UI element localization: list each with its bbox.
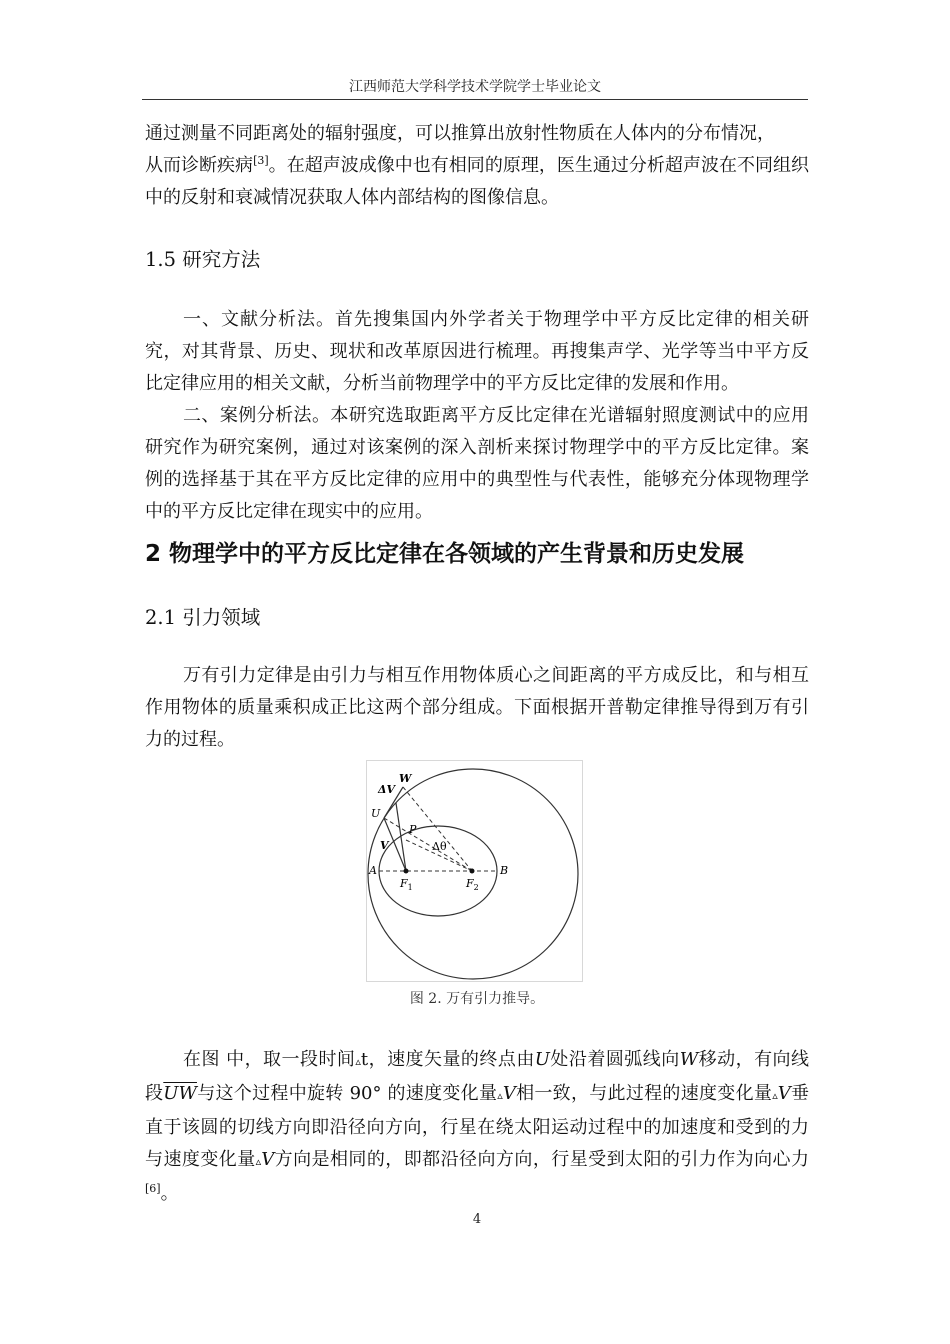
symbol-V-1: V — [502, 1083, 516, 1104]
running-header: 江西师范大学科学技术学院学士毕业论文 — [349, 79, 601, 95]
delta-symbol-3: ▵ — [772, 1089, 778, 1102]
label-A: A — [369, 864, 377, 877]
paragraph-velocity-change — [145, 1044, 809, 1210]
figure-caption: 图 2. 万有引力推导。 — [409, 991, 545, 1007]
symbol-V-3: V — [261, 1149, 275, 1170]
paragraph-literature-method: 一、文献分析法。首先搜集国内外学者关于物理学中平方反比定律的相关研究，对其背景、历史、现状和改革原因进行梳理。再搜集声学、光学等当中平方反比定律应用的相关文献，分析当前物理学中的平方反比定律的发展和作用。 — [145, 309, 809, 394]
p1-line2: 从而诊断疾病 — [145, 155, 254, 176]
label-F2: $F_2$ — [466, 877, 479, 892]
label-P: P — [409, 823, 417, 836]
citation-6: [6] — [145, 1182, 161, 1195]
citation-3: [3] — [253, 154, 269, 167]
label-B: B — [500, 864, 509, 877]
text-s7: 垂直于该圆的切线方向即沿径向方向，行星在绕太阳运动过程中的加速度和受到的力与速度变化量 — [145, 1083, 810, 1170]
label-dV: ΔV — [378, 783, 396, 796]
label-dtheta: Δθ — [432, 840, 447, 853]
page-number: 4 — [472, 1212, 482, 1227]
label-F1: $F_1$ — [400, 877, 413, 892]
paragraph-gravitation-law: 万有引力定律是由引力与相互作用物体质心之间距离的平方成反比，和与相互作用物体的质量乘积成正比这两个部分组成。下面根据开普勒定律推导得到万有引力的过程。 — [145, 665, 809, 750]
p1-rest: 。在超声波成像中也有相同的原理，医生通过分析超声波在不同组织中的反射和衰减情况获取人体内部结构的图像信息。 — [145, 155, 810, 208]
text-s8: 方向是相同的，即都沿径向方向，行星受到太阳的引力作为向心力 — [274, 1149, 810, 1170]
text-s9: 。 — [160, 1183, 179, 1204]
header-rule — [142, 99, 808, 100]
paragraph-case-method: 二、案例分析法。本研究选取距离平方反比定律在光谱辐射照度测试中的应用研究作为研究案例，通过对该案例的深入剖析来探讨物理学中的平方反比定律。案例的选择基于其在平方反比定律的应用中的典型性与代表性，能够充分体现物理学中的平方反比定律在现实中的应用。 — [145, 405, 809, 522]
delta-symbol-1: ▵ — [355, 1055, 361, 1068]
text-s3: 处沿着圆弧线向 — [549, 1049, 680, 1070]
section-2-1-heading: 2.1 引力领域 — [145, 606, 261, 629]
section-1-5-heading: 1.5 研究方法 — [145, 248, 261, 271]
text-s6: 相一致，与此过程的速度变化量 — [515, 1083, 773, 1104]
final-content — [145, 1044, 809, 1210]
symbol-UW: $\overline{UW}$ — [163, 1083, 197, 1104]
symbol-V-2: V — [777, 1083, 791, 1104]
figure-gravitation-derivation — [366, 760, 583, 982]
label-V: V — [380, 839, 389, 852]
text-s5: 与这个过程中旋转 90° 的速度变化量 — [196, 1083, 498, 1104]
focus-F2 — [470, 869, 475, 874]
label-W: W — [399, 772, 412, 785]
text-t: t — [360, 1049, 369, 1070]
page-content — [145, 118, 809, 756]
chapter-2-heading: 2 物理学中的平方反比定律在各领域的产生背景和历史发展 — [145, 541, 745, 567]
text-s1: 在图 中，取一段时间 — [183, 1049, 356, 1070]
delta-symbol-2: ▵ — [497, 1089, 503, 1102]
figure-diagram — [366, 760, 583, 982]
symbol-U: U — [534, 1049, 550, 1070]
paragraph-continued — [145, 118, 809, 214]
text-s2: ，速度矢量的终点由 — [368, 1049, 535, 1070]
text-s4: 移动，有向线段 — [145, 1049, 810, 1104]
p1-line1: 通过测量不同距离处的辐射强度，可以推算出放射性物质在人体内的分布情况， — [145, 123, 775, 144]
focus-F1 — [404, 869, 409, 874]
label-U: U — [371, 807, 381, 820]
symbol-W: W — [679, 1049, 699, 1070]
delta-symbol-4: ▵ — [255, 1155, 262, 1168]
